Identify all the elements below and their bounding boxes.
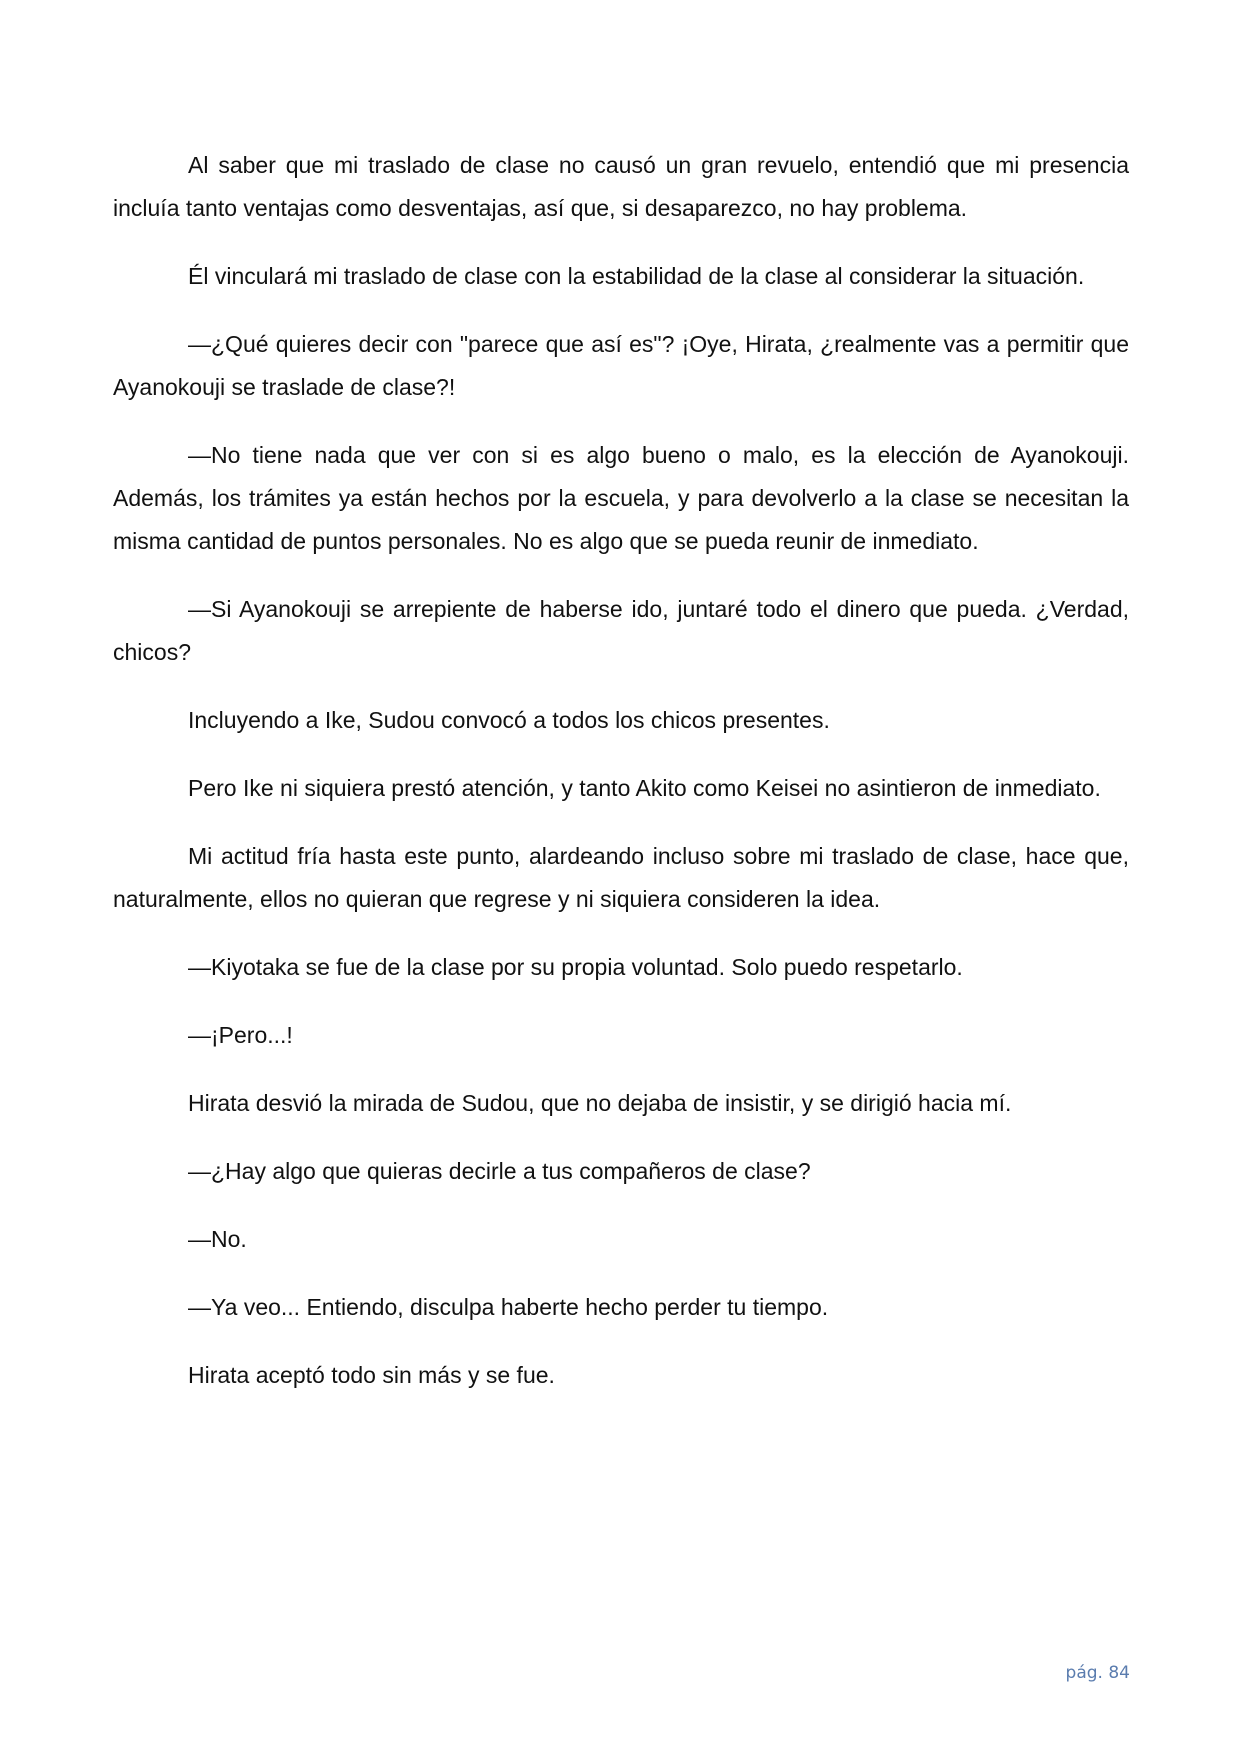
paragraph: —No tiene nada que ver con si es algo bueno o malo, es la elección de Ayanokouji. Además, los trámites ya están hechos por la escuela, y para devolverlo a la clase se necesitan la misma cantidad de puntos personales. No es algo que se pueda reunir de inmediato. — [113, 442, 1129, 554]
paragraph: —¿Qué quieres decir con "parece que así es"? ¡Oye, Hirata, ¿realmente vas a permitir que Ayanokouji se traslade de clase?! — [113, 331, 1129, 400]
paragraph: Hirata desvió la mirada de Sudou, que no dejaba de insistir, y se dirigió hacia mí. — [188, 1090, 1012, 1116]
paragraph: Pero Ike ni siquiera prestó atención, y tanto Akito como Keisei no asintieron de inmediato. — [188, 775, 1101, 801]
paragraph: —¿Hay algo que quieras decirle a tus compañeros de clase? — [188, 1158, 811, 1184]
paragraph: —Ya veo... Entiendo, disculpa haberte hecho perder tu tiempo. — [188, 1294, 829, 1320]
page-body — [113, 144, 1129, 1422]
paragraph: Al saber que mi traslado de clase no causó un gran revuelo, entendió que mi presencia incluía tanto ventajas como desventajas, así que, si desaparezco, no hay problema. — [113, 152, 1129, 221]
paragraph: Él vinculará mi traslado de clase con la estabilidad de la clase al considerar la situación. — [188, 263, 1085, 289]
paragraph: —Kiyotaka se fue de la clase por su propia voluntad. Solo puedo respetarlo. — [188, 954, 963, 980]
paragraph: Incluyendo a Ike, Sudou convocó a todos los chicos presentes. — [188, 707, 830, 733]
paragraph: —No. — [188, 1226, 247, 1252]
paragraph: Hirata aceptó todo sin más y se fue. — [188, 1362, 555, 1388]
page-number: pág. 84 — [1065, 1663, 1130, 1683]
paragraph: —Si Ayanokouji se arrepiente de haberse ido, juntaré todo el dinero que pueda. ¿Verdad, chicos? — [113, 596, 1129, 665]
paragraph: Mi actitud fría hasta este punto, alardeando incluso sobre mi traslado de clase, hace que, naturalmente, ellos no quieran que regrese y ni siquiera consideren la idea. — [113, 843, 1129, 912]
paragraph: —¡Pero...! — [188, 1022, 293, 1048]
